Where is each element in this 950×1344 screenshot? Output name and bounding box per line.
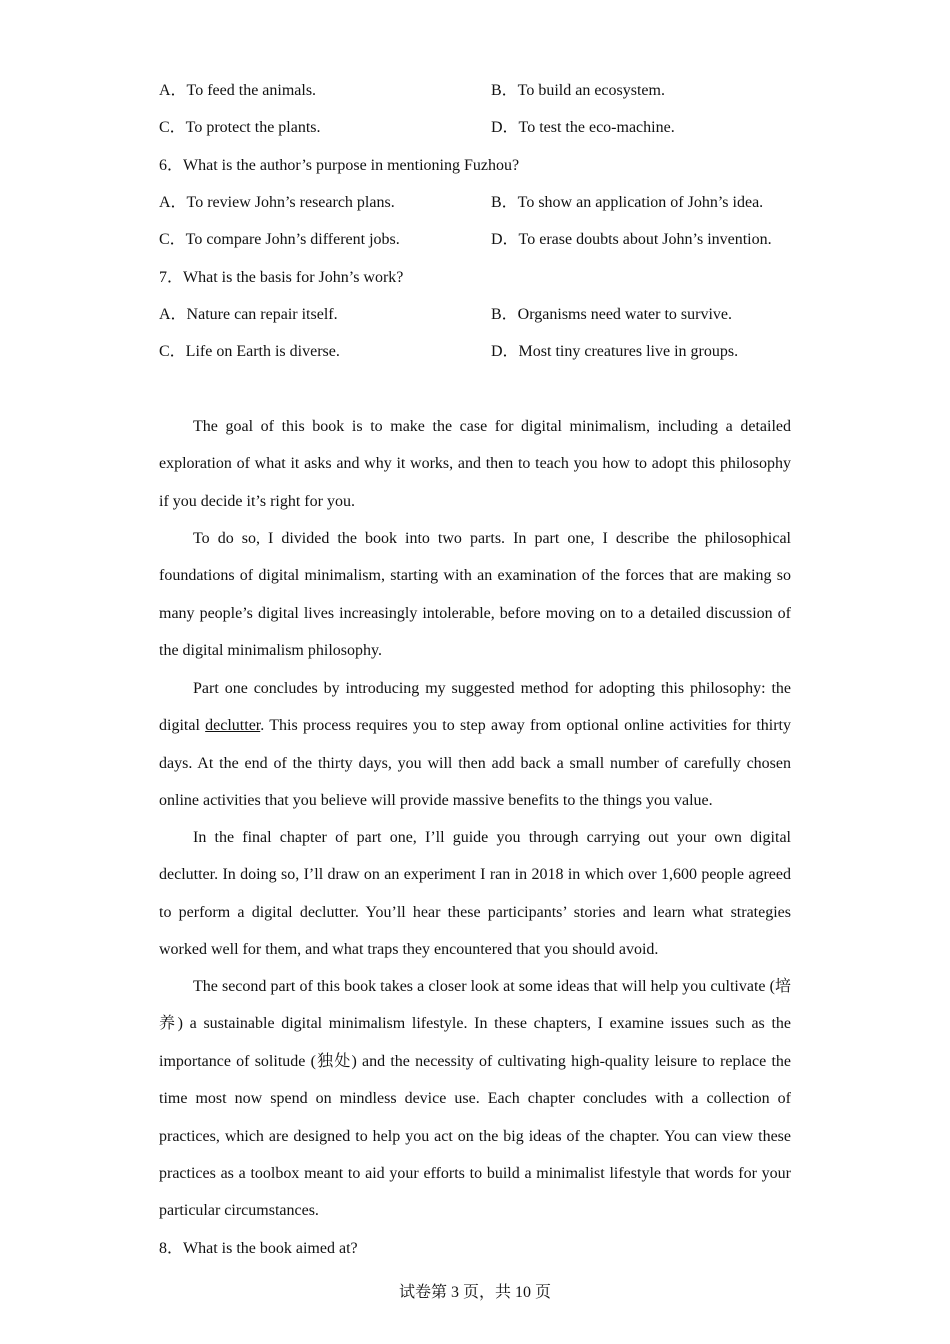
q5-option-d: D．To test the eco-machine.	[491, 119, 675, 136]
q6-option-b: B．To show an application of John’s idea.	[491, 194, 764, 211]
paragraph-3-text-end: . This process requires you to step away from optional online activities for thirty days. At the end of the thirty days, you will then add back a small number of carefully chosen online activities that you believe will provide massive benefits to the things you value.	[159, 717, 791, 810]
q7-option-a: A．Nature can repair itself.	[159, 306, 338, 323]
q5-option-c: C．To protect the plants.	[159, 119, 321, 136]
q6-option-a: A．To review John’s research plans.	[159, 194, 395, 211]
q5-option-a: A．To feed the animals.	[159, 82, 317, 99]
passage-paragraph-4: In the final chapter of part one, I’ll guide you through carrying out your own digital declutter. In doing so, I’ll draw on an experiment I ran in 2018 in which over 1,600 people agreed to perform a digital declutter. You’ll hear these participants’ stories and learn what strategies worked well for them, and what traps they encountered that you should avoid.	[159, 829, 791, 959]
q5-option-b: B．To build an ecosystem.	[491, 82, 665, 99]
q6-question: 6．What is the author’s purpose in mentioning Fuzhou?	[159, 157, 520, 174]
q7-option-c: C．Life on Earth is diverse.	[159, 343, 340, 360]
underlined-word-declutter: declutter	[205, 717, 261, 735]
page-footer: 试卷第 3 页，共 10 页	[398, 1284, 551, 1301]
q7-option-b: B．Organisms need water to survive.	[491, 306, 732, 323]
q8-question: 8．What is the book aimed at?	[159, 1240, 358, 1257]
q7-question: 7．What is the basis for John’s work?	[159, 269, 404, 286]
paragraph-3-text-start: Part one concludes by introducing my suggested method for adopting this philosophy: the digital	[159, 680, 791, 735]
q6-option-d: D．To erase doubts about John’s invention.	[491, 231, 772, 248]
passage-paragraph-5: The second part of this book takes a closer look at some ideas that will help you cultivate (培养) a sustainable digital minimalism lifestyle. In these chapters, I examine issues such as the importance of solitude (独处) and the necessity of cultivating high-quality leisure to replace the time most now spend on mindless device use. Each chapter concludes with a collection of practices, which are designed to help you act on the big ideas of the chapter. You can view these practices as a toolbox meant to aid your efforts to build a minimalist lifestyle that words for your particular circumstances.	[159, 978, 791, 1220]
q6-option-c: C．To compare John’s different jobs.	[159, 231, 400, 248]
passage-paragraph-3	[159, 670, 791, 820]
passage-paragraph-1: The goal of this book is to make the case for digital minimalism, including a detailed exploration of what it asks and why it works, and then to teach you how to adopt this philosophy if you decide it’s right for you.	[159, 418, 791, 510]
passage-paragraph-2: To do so, I divided the book into two parts. In part one, I describe the philosophical foundations of digital minimalism, starting with an examination of the forces that are making so many people’s digital lives increasingly intolerable, before moving on to a detailed discussion of the digital minimalism philosophy.	[159, 530, 791, 660]
q7-option-d: D．Most tiny creatures live in groups.	[491, 343, 739, 360]
